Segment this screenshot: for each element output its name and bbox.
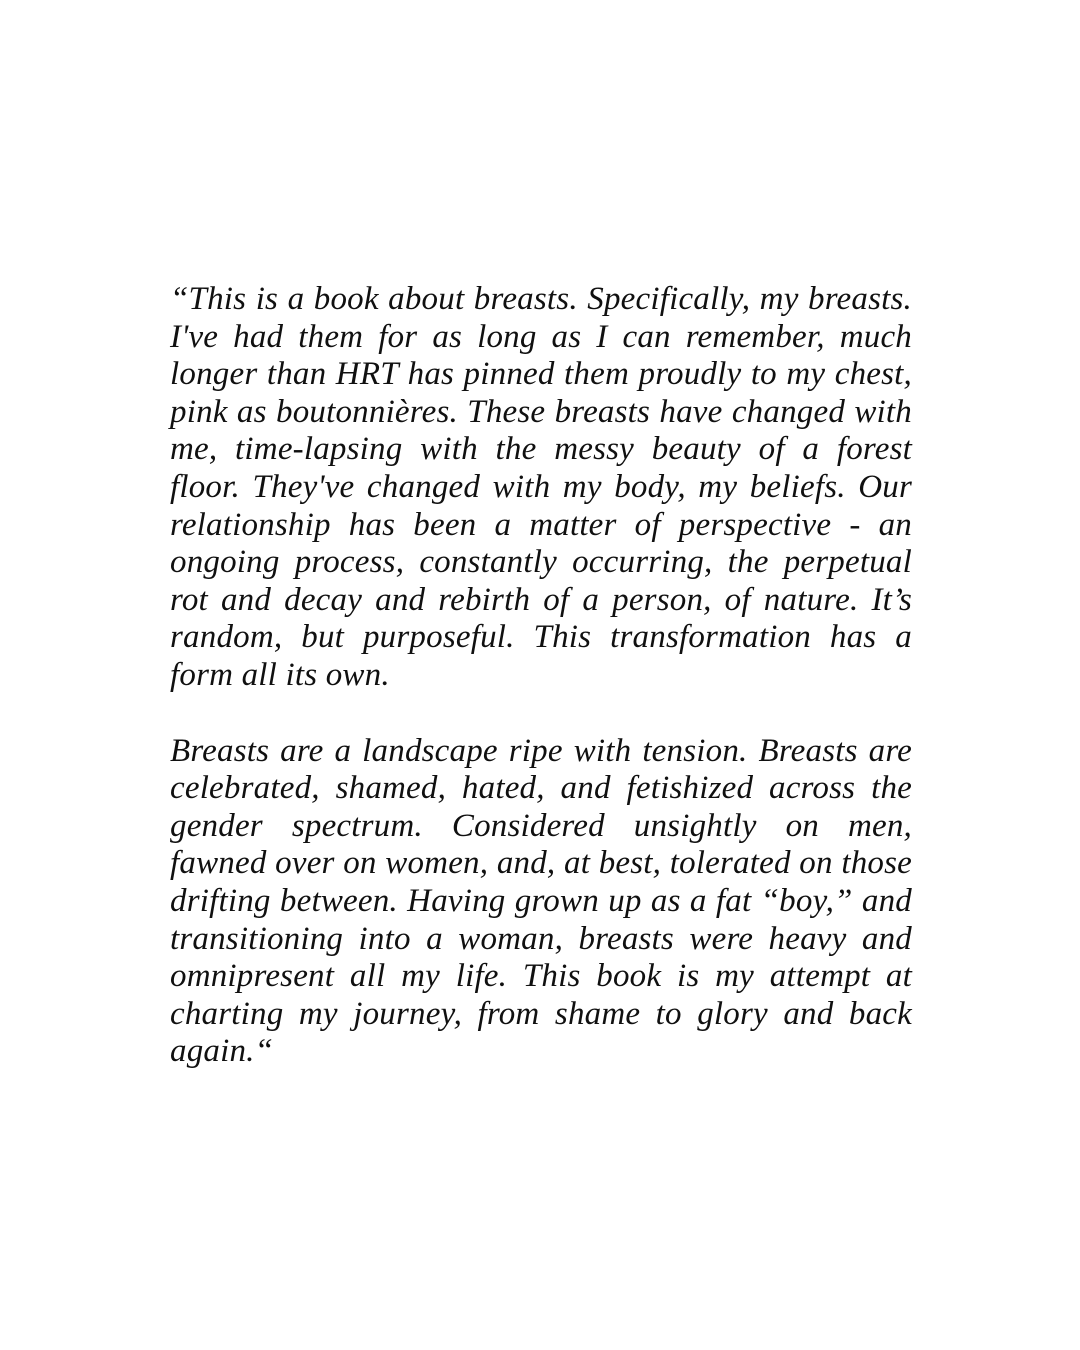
book-excerpt-quote bbox=[170, 281, 912, 1071]
quote-paragraph-2: Breasts are a landscape ripe with tension. Breasts are celebrated, shamed, hated, and fetishized across the gender spectrum. Considered unsightly on men, fawned over on women, and, at best, tolerated on those drifting between. Having grown up as a fat “boy,” and transitioning into a woman, breasts were heavy and omnipresent all my life. This book is my attempt at charting my journey, from shame to glory and back again.“ bbox=[170, 732, 912, 1070]
quote-paragraph-1: “This is a book about breasts. Specifically, my breasts. I've had them for as long as I can remember, much longer than HRT has pinned them proudly to my chest, pink as boutonnières. These breasts have changed with me, time-lapsing with the messy beauty of a forest floor. They've changed with my body, my beliefs. Our relationship has been a matter of perspective - an ongoing process, constantly occurring, the perpetual rot and decay and rebirth of a person, of nature. It’s random, but purposeful. This transformation has a form all its own. bbox=[170, 281, 912, 693]
